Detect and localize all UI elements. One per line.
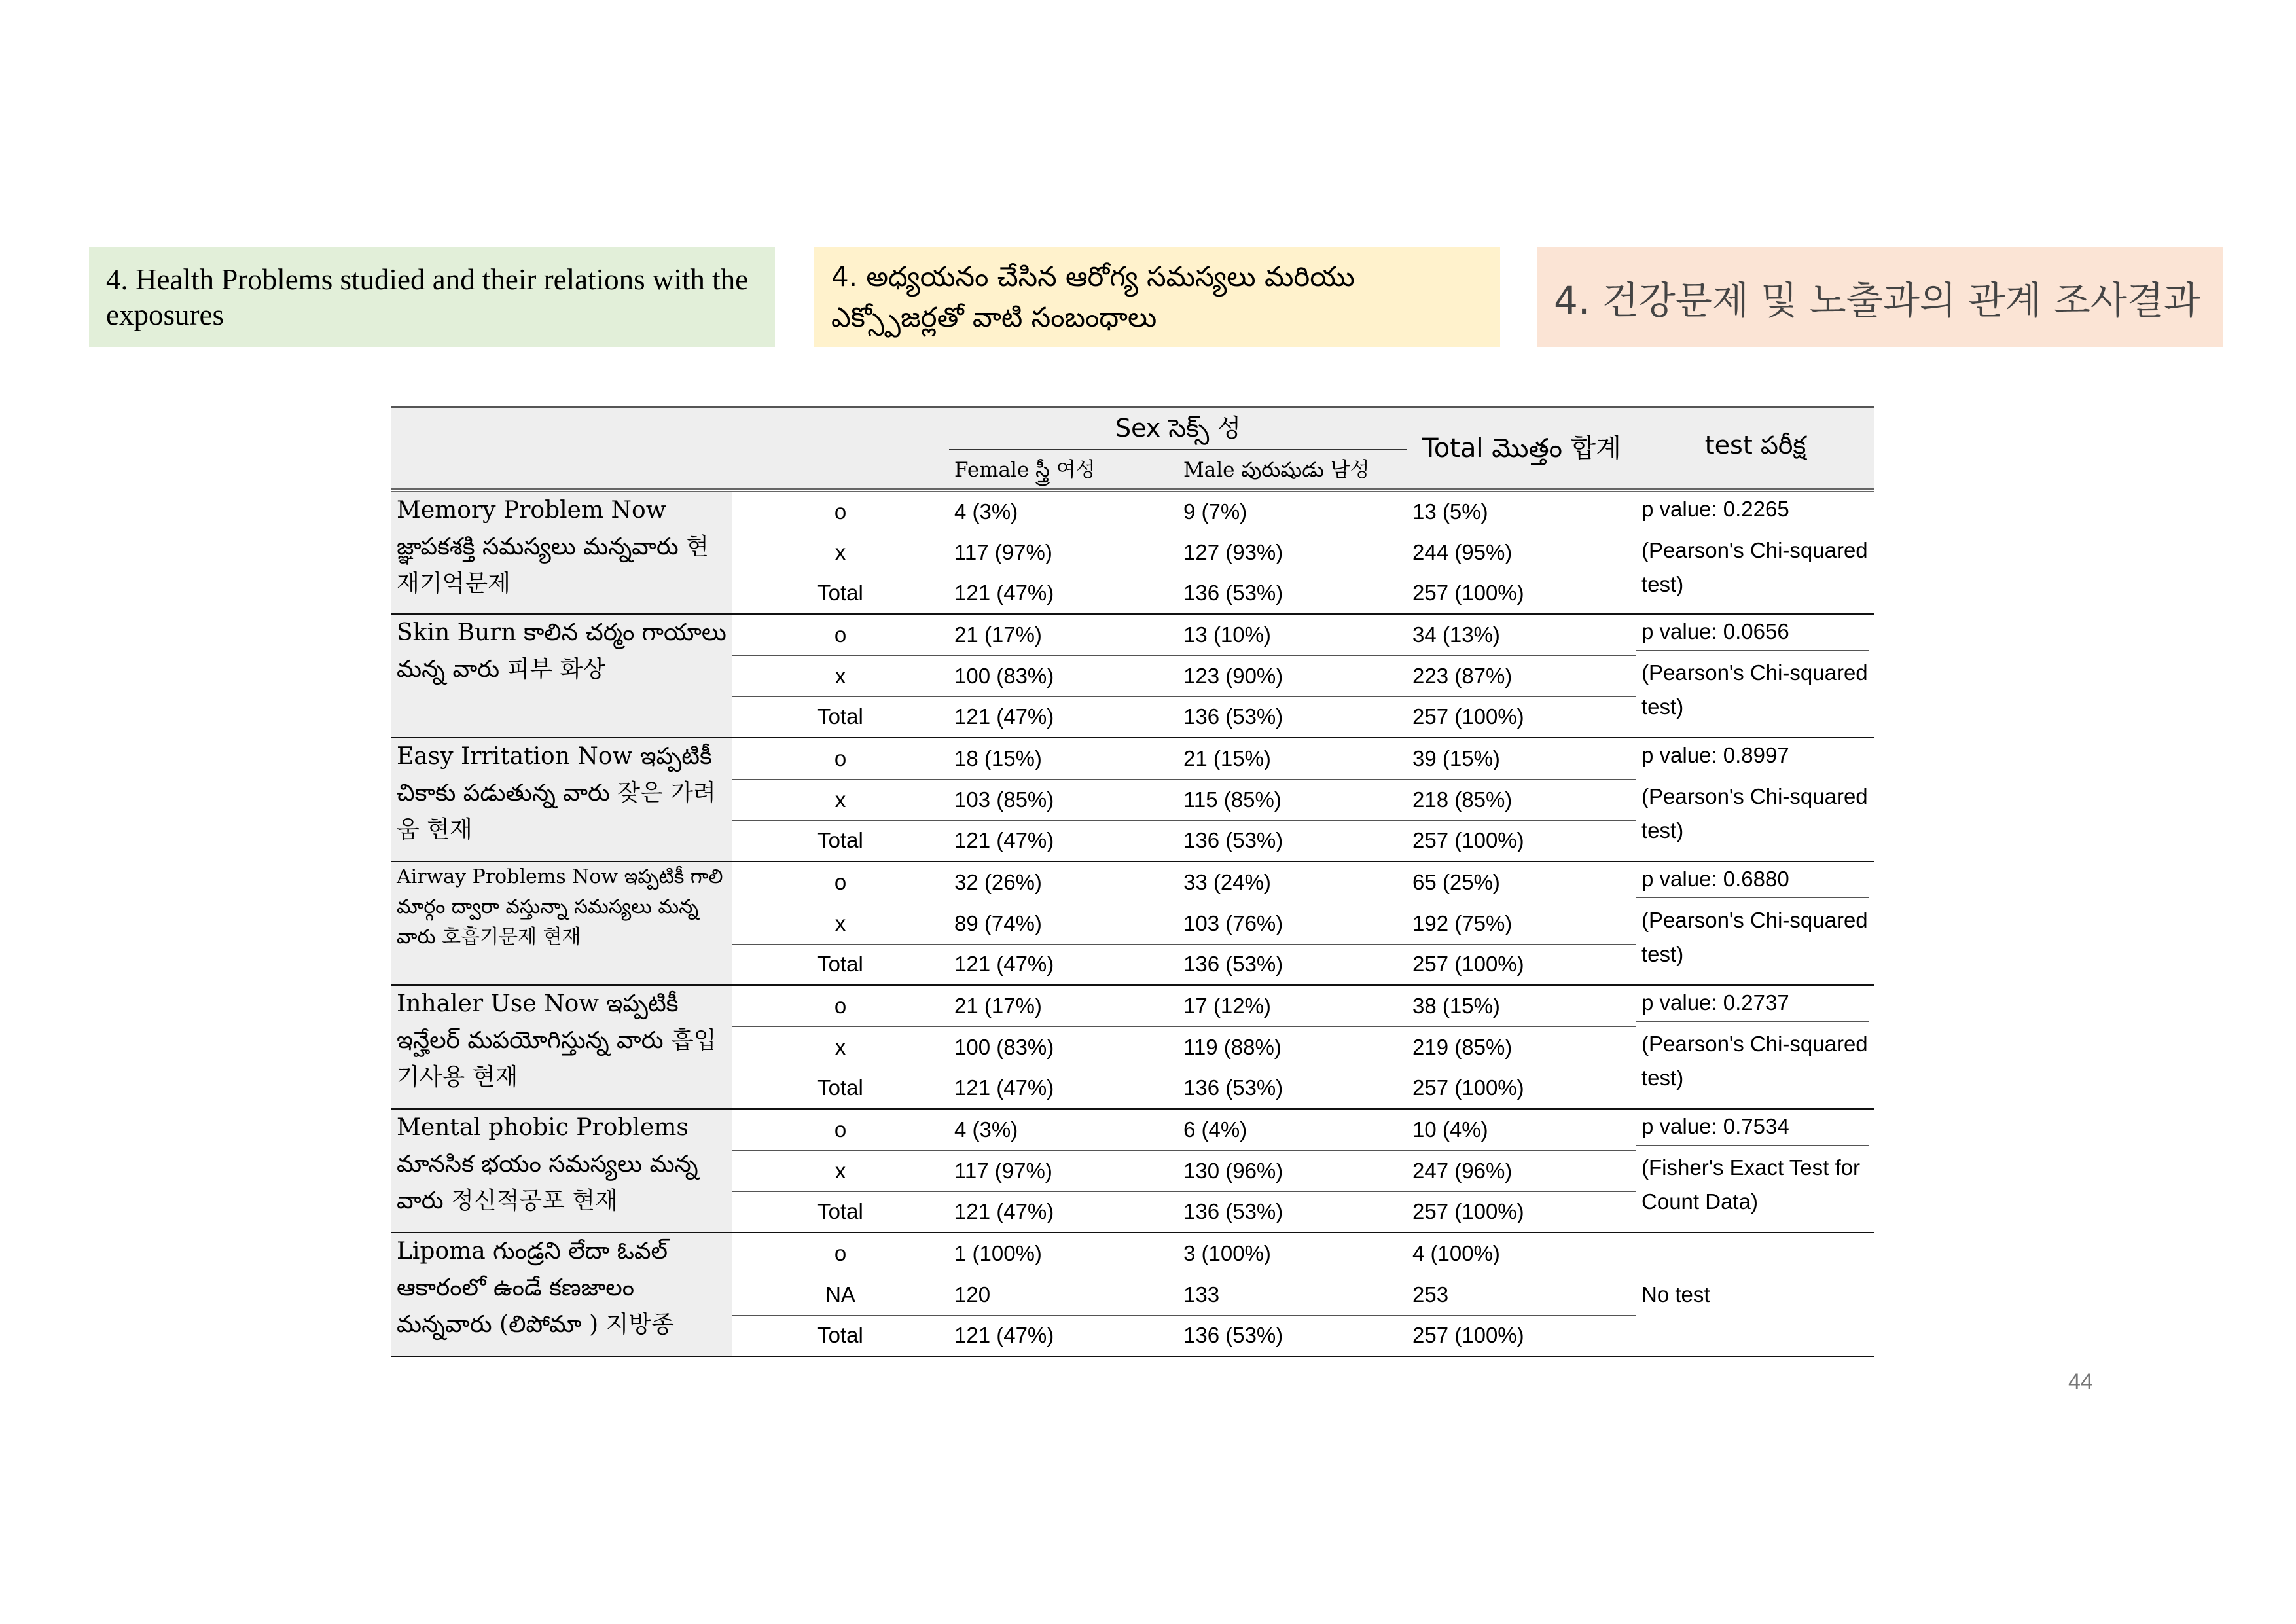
header-sex: Sex సెక్స్ 성 [949, 407, 1407, 450]
male-cell: 136 (53%) [1178, 1191, 1407, 1233]
test-name: (Fisher's Exact Test for Count Data) [1641, 1155, 1860, 1214]
total-cell: 257 (100%) [1407, 820, 1636, 861]
table-body [391, 490, 1874, 1356]
female-cell: 18 (15%) [949, 738, 1178, 779]
female-cell: 117 (97%) [949, 1150, 1178, 1191]
female-cell: 117 (97%) [949, 532, 1178, 573]
health-problems-table [391, 406, 1874, 1357]
female-cell: 121 (47%) [949, 944, 1178, 985]
female-cell: 121 (47%) [949, 573, 1178, 614]
table-row [391, 738, 1874, 779]
header-test: test పరీక్ష [1636, 407, 1874, 491]
male-cell: 136 (53%) [1178, 944, 1407, 985]
total-cell: 257 (100%) [1407, 1068, 1636, 1109]
header-female: Female స్త్రీ 여성 [949, 450, 1178, 490]
total-cell: 192 (75%) [1407, 903, 1636, 944]
total-cell: 10 (4%) [1407, 1109, 1636, 1150]
total-cell: 13 (5%) [1407, 490, 1636, 532]
level-cell: x [732, 1026, 949, 1068]
section-title-english-text: 4. Health Problems studied and their relations with the exposures [106, 263, 749, 331]
total-cell: 4 (100%) [1407, 1233, 1636, 1274]
male-cell: 133 [1178, 1274, 1407, 1315]
table-row [391, 490, 1874, 532]
male-cell: 17 (12%) [1178, 985, 1407, 1026]
section-title-korean-text: 4. 건강문제 및 노출과의 관계 조사결과 [1554, 278, 2200, 323]
level-cell: o [732, 738, 949, 779]
male-cell: 130 (96%) [1178, 1150, 1407, 1191]
section-title-telugu [814, 247, 1500, 347]
male-cell: 119 (88%) [1178, 1026, 1407, 1068]
level-cell: Total [732, 696, 949, 738]
test-name: (Pearson's Chi-squared test) [1641, 908, 1868, 966]
level-cell: o [732, 985, 949, 1026]
test-name: (Pearson's Chi-squared test) [1641, 784, 1868, 842]
test-result-cell [1636, 1109, 1874, 1233]
male-cell: 33 (24%) [1178, 861, 1407, 903]
variable-name: Airway Problems Now ఇప్పటికీ గాలి మార్గం ద్వారా వస్తున్నా సమస్యలు మన్న వారు 호흡기문제 현재 [391, 861, 732, 985]
table-row [391, 614, 1874, 655]
test-name: No test [1641, 1282, 1710, 1307]
male-cell: 136 (53%) [1178, 820, 1407, 861]
male-cell: 115 (85%) [1178, 779, 1407, 820]
section-title-english [89, 247, 775, 347]
level-cell: o [732, 614, 949, 655]
header-blank [391, 407, 732, 450]
female-cell: 4 (3%) [949, 490, 1178, 532]
level-cell: o [732, 1233, 949, 1274]
female-cell: 121 (47%) [949, 1315, 1178, 1356]
header-male: Male పురుషుడు 남성 [1178, 450, 1407, 490]
variable-name: Mental phobic Problems మానసిక భయం సమస్యలు మన్న వారు 정신적공포 현재 [391, 1109, 732, 1233]
section-title-telugu-text: 4. అధ్యయనం చేసిన ఆరోగ్య సమస్యలు మరియు ఎక్స్పోజర్లతో వాటి సంబంధాలు [831, 261, 1355, 333]
test-result-cell [1636, 490, 1874, 614]
male-cell: 6 (4%) [1178, 1109, 1407, 1150]
female-cell: 4 (3%) [949, 1109, 1178, 1150]
total-cell: 253 [1407, 1274, 1636, 1315]
total-cell: 244 (95%) [1407, 532, 1636, 573]
female-cell: 121 (47%) [949, 820, 1178, 861]
level-cell: Total [732, 1191, 949, 1233]
page-number: 44 [2068, 1369, 2093, 1394]
level-cell: o [732, 1109, 949, 1150]
level-cell: Total [732, 1315, 949, 1356]
male-cell: 127 (93%) [1178, 532, 1407, 573]
level-cell: Total [732, 820, 949, 861]
level-cell: o [732, 861, 949, 903]
table-header [391, 407, 1874, 491]
male-cell: 103 (76%) [1178, 903, 1407, 944]
variable-name: Memory Problem Now జ్ఞాపకశక్తి సమస్యలు మన్నవారు 현재기억문제 [391, 490, 732, 614]
table-row [391, 1233, 1874, 1274]
variable-name: Inhaler Use Now ఇప్పటికీ ఇన్హేలర్ మపయోగిస్తున్న వారు 흡입기사용 현재 [391, 985, 732, 1109]
total-cell: 223 (87%) [1407, 655, 1636, 696]
female-cell: 89 (74%) [949, 903, 1178, 944]
table-row [391, 985, 1874, 1026]
p-value: p value: 0.2737 [1636, 986, 1869, 1022]
female-cell: 21 (17%) [949, 614, 1178, 655]
test-result-cell [1636, 614, 1874, 738]
female-cell: 121 (47%) [949, 1191, 1178, 1233]
male-cell: 136 (53%) [1178, 573, 1407, 614]
level-cell: x [732, 532, 949, 573]
level-cell: Total [732, 1068, 949, 1109]
table-row [391, 861, 1874, 903]
header-blank [732, 407, 949, 450]
level-cell: x [732, 779, 949, 820]
p-value: p value: 0.7534 [1636, 1110, 1869, 1146]
male-cell: 21 (15%) [1178, 738, 1407, 779]
level-cell: Total [732, 573, 949, 614]
male-cell: 13 (10%) [1178, 614, 1407, 655]
female-cell: 100 (83%) [949, 1026, 1178, 1068]
total-cell: 257 (100%) [1407, 944, 1636, 985]
female-cell: 1 (100%) [949, 1233, 1178, 1274]
total-cell: 218 (85%) [1407, 779, 1636, 820]
table-row [391, 1109, 1874, 1150]
total-cell: 39 (15%) [1407, 738, 1636, 779]
total-cell: 219 (85%) [1407, 1026, 1636, 1068]
female-cell: 21 (17%) [949, 985, 1178, 1026]
test-name: (Pearson's Chi-squared test) [1641, 1032, 1868, 1090]
test-name: (Pearson's Chi-squared test) [1641, 660, 1868, 719]
male-cell: 136 (53%) [1178, 696, 1407, 738]
test-result-cell [1636, 985, 1874, 1109]
header-blank [391, 450, 732, 490]
total-cell: 38 (15%) [1407, 985, 1636, 1026]
variable-name: Easy Irritation Now ఇప్పటికీ చికాకు పడుతున్న వారు 잦은 가려움 현재 [391, 738, 732, 861]
p-value: p value: 0.8997 [1636, 738, 1869, 774]
male-cell: 3 (100%) [1178, 1233, 1407, 1274]
female-cell: 121 (47%) [949, 696, 1178, 738]
female-cell: 121 (47%) [949, 1068, 1178, 1109]
total-cell: 257 (100%) [1407, 696, 1636, 738]
total-cell: 65 (25%) [1407, 861, 1636, 903]
test-result-cell [1636, 738, 1874, 861]
p-value: p value: 0.6880 [1636, 862, 1869, 898]
total-cell: 257 (100%) [1407, 573, 1636, 614]
male-cell: 9 (7%) [1178, 490, 1407, 532]
level-cell: x [732, 1150, 949, 1191]
level-cell: x [732, 655, 949, 696]
header-blank [732, 450, 949, 490]
female-cell: 120 [949, 1274, 1178, 1315]
test-name: (Pearson's Chi-squared test) [1641, 538, 1868, 596]
male-cell: 123 (90%) [1178, 655, 1407, 696]
male-cell: 136 (53%) [1178, 1068, 1407, 1109]
total-cell: 247 (96%) [1407, 1150, 1636, 1191]
female-cell: 32 (26%) [949, 861, 1178, 903]
section-title-korean [1537, 247, 2223, 347]
p-value: p value: 0.2265 [1636, 492, 1869, 528]
female-cell: 103 (85%) [949, 779, 1178, 820]
variable-name: Lipoma గుండ్రని లేదా ఓవల్ ఆకారంలో ఉండే కణజాలం మన్నవారు (లిపోమా ) 지방종 [391, 1233, 732, 1356]
total-cell: 257 (100%) [1407, 1191, 1636, 1233]
male-cell: 136 (53%) [1178, 1315, 1407, 1356]
total-cell: 257 (100%) [1407, 1315, 1636, 1356]
p-value: p value: 0.0656 [1636, 615, 1869, 651]
total-cell: 34 (13%) [1407, 614, 1636, 655]
header-total: Total మొత్తం 합계 [1407, 407, 1636, 491]
test-result-cell [1636, 1233, 1874, 1356]
level-cell: x [732, 903, 949, 944]
variable-name: Skin Burn కాలిన చర్మం గాయాలు మన్న వారు 피부 화상 [391, 614, 732, 738]
test-result-cell [1636, 861, 1874, 985]
level-cell: o [732, 490, 949, 532]
level-cell: NA [732, 1274, 949, 1315]
female-cell: 100 (83%) [949, 655, 1178, 696]
level-cell: Total [732, 944, 949, 985]
